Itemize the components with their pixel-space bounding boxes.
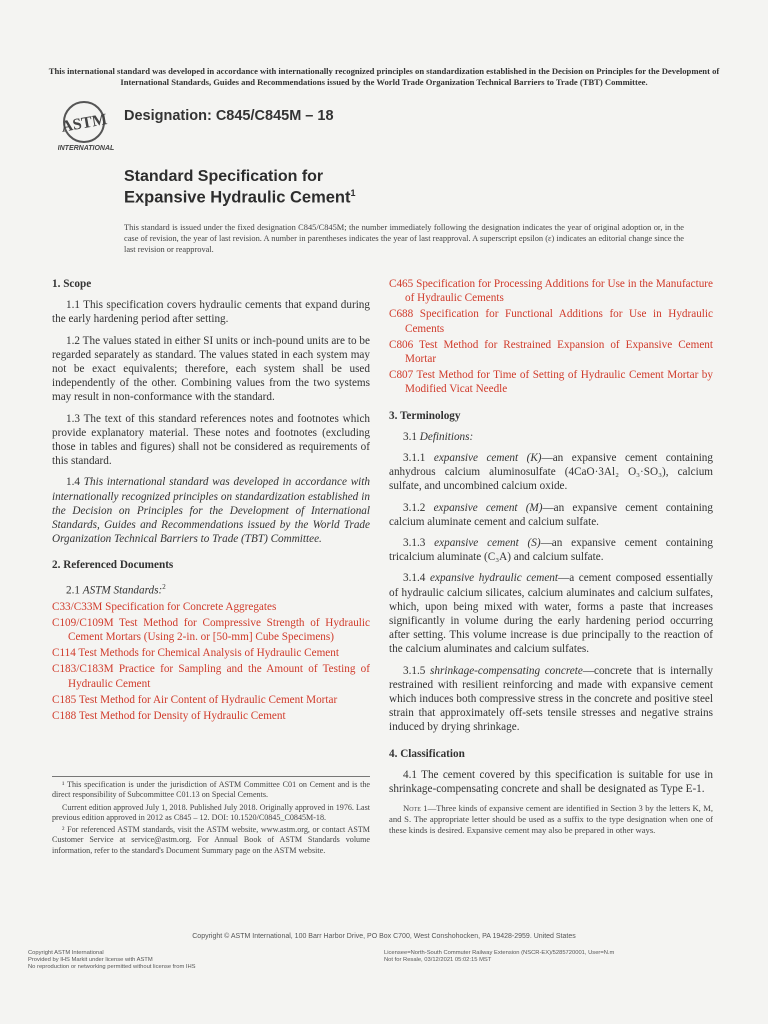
reference-link[interactable]: C688 Specification for Functional Additions for Use in Hydraulic Cements [389,308,713,335]
reference-link[interactable]: C806 Test Method for Restrained Expansion of Expansive Cement Mortar [389,338,713,366]
right-column [389,277,713,843]
term-3-1-2: 3.1.2 expansive cement (M)—an expansive cement containing calcium aluminate cement and calcium sulfate. [389,501,713,528]
license-right: Licensee=North-South Commuter Railway Extension (NSCR-EX)/5285720001, User=N.m Not for Resale, 03/12/2021 05:02:15 MST [384,950,615,963]
title-line-2: Expansive Hydraulic Cement$^1$ [124,188,356,207]
footnotes [52,776,370,858]
note-1: Note 1—Three kinds of expansive cement are identified in Section 3 by the letters K, M, and S. The appropriate letter should be used as a suffix to the type designation when one of these kinds is desired. Expansive cement may also be prepared in other ways. [389,803,713,835]
footnote-1: ¹ This specification is under the jurisdiction of ASTM Committee C01 on Cement and is the direct responsibility of Subcommittee C01.13 on Special Cements. [52,780,370,800]
term-3-1-4: 3.1.4 expansive hydraulic cement—a cement composed essentially of hydraulic calcium silicates, calcium aluminates and calcium sulfates, which, upon being mixed with water, forms a paste that increases significantly in volume during the early hardening period occurring after setting. This volume increase is due principally to the reaction of the calcium aluminates and calcium sulfates. [389,572,713,656]
copyright-line: Copyright © ASTM International, 100 Barr Harbor Drive, PO Box C700, West Conshohocken, PA 19428-2959. United States [192,933,576,940]
classification-4-1: 4.1 The cement covered by this specification is suitable for use in shrinkage-compensating concrete and shall be designated as Type E-1. [389,768,713,796]
footnote-2: ² For referenced ASTM standards, visit the ASTM website, www.astm.org, or contact ASTM Customer Service at service@astm.org. For Annual Book of ASTM Standards volume information, refer to the standard's Document Summary page on the ASTM website. [52,825,370,855]
classification-heading: 4. Classification [389,747,465,760]
scope-1-3: 1.3 The text of this standard references notes and footnotes which provide explanatory material. These notes and footnotes (excluding those in tables and figures) shall not be considered as requirements of this standard. [52,412,370,468]
license-left: Copyright ASTM International Provided by IHS Markit under license with ASTM No reproduction or networking permitted without license from IHS [28,950,196,970]
scope-heading: 1. Scope [52,278,92,290]
astm-logo [58,98,120,152]
reference-link[interactable]: C114 Test Methods for Chemical Analysis of Hydraulic Cement [52,647,339,660]
left-column [52,277,370,725]
reference-link[interactable]: C109/C109M Test Method for Compressive Strength of Hydraulic Cement Mortars (Using 2-in. or [50-mm] Cube Specimens) [52,616,370,643]
reference-link[interactable]: C33/C33M Specification for Concrete Aggregates [52,600,277,613]
scope-1-4: 1.4 This international standard was developed in accordance with internationally recognized principles on standardization established in the Decision on Principles for the Development of International Standards, Guides and Recommendations issued by the World Trade Organization Technical Barriers to Trade (TBT) Committee. [52,476,370,546]
reference-link[interactable]: C807 Test Method for Time of Setting of Hydraulic Cement Mortar by Modified Vicat Needle [389,369,713,396]
terminology-heading: 3. Terminology [389,409,461,422]
reference-link[interactable]: C183/C183M Practice for Sampling and the Amount of Testing of Hydraulic Cement [52,663,370,690]
title-footnote-mark: 1 [350,188,356,198]
reference-link[interactable]: C188 Test Method for Density of Hydraulic Cement [52,710,286,723]
term-3-1-5: 3.1.5 shrinkage-compensating concrete—concrete that is internally restrained with resilient reinforcing and made with expansive cement which induces both compressive stress in the concrete and positive steel strain that approximately off-sets tensile stresses and negative strains induced by drying shrinkage. [389,664,713,734]
term-3-1-1: 3.1.1 expansive cement (K)—an expansive cement containing anhydrous calcium aluminosulfate (4CaO·3Al₂ O₃·SO₃), calcium sulfate, and uncombined calcium oxide. [389,452,713,493]
reference-list-left [52,600,370,724]
designation: Designation: C845/C845M – 18 [124,108,334,124]
referenced-documents-heading: 2. Referenced Documents [52,559,174,572]
scope-1-2: 1.2 The values stated in either SI units or inch-pound units are to be regarded separately as standard. The values stated in each system may not be exact equivalents; therefore, each system shall be used independently of the other. Combining values from the two systems may result in non-conformance with the standard. [52,334,370,404]
footnote-1-edition: Current edition approved July 1, 2018. Published July 2018. Originally approved in 1976. Last previous edition approved in 2012 as C845 – 12. DOI: 10.1520/C0845_C0845M-18. [52,802,370,822]
definitions-label: 3.1 Definitions: [403,430,474,443]
reference-list-right [389,277,713,397]
term-3-1-3: 3.1.3 expansive cement (S)—an expansive cement containing tricalcium aluminate (C₃A) and calcium sulfate. [389,537,713,564]
svg-text:ASTM: ASTM [60,111,109,136]
issuance-notice: This standard is issued under the fixed designation C845/C845M; the number immediately following the designation indicates the year of original adoption or, in the case of revision, the year of last revision. A number in parentheses indicates the year of last reapproval. A superscript epsilon (ε) indicates an editorial change since the last revision or reapproval. [124,223,684,254]
svg-text:INTERNATIONAL: INTERNATIONAL [58,145,115,152]
reference-link[interactable]: C185 Test Method for Air Content of Hydraulic Cement Mortar [52,693,338,706]
title-line-1: Standard Specification for [124,168,324,185]
reference-link[interactable]: C465 Specification for Processing Additions for Use in the Manufacture of Hydraulic Cements [389,278,713,305]
scope-1-1: 1.1 This specification covers hydraulic cements that expand during the early hardening period after setting. [52,299,370,326]
intro-statement: This international standard was developed in accordance with internationally recognized principles on standardization established in the Decision on Principles for the Development of International Standards, Guides and Recommendations issued by the World Trade Organization Technical Barriers to Trade (TBT) Committee. [48,66,720,87]
astm-standards-label: 2.1 ASTM Standards:$^2$ [66,582,166,597]
